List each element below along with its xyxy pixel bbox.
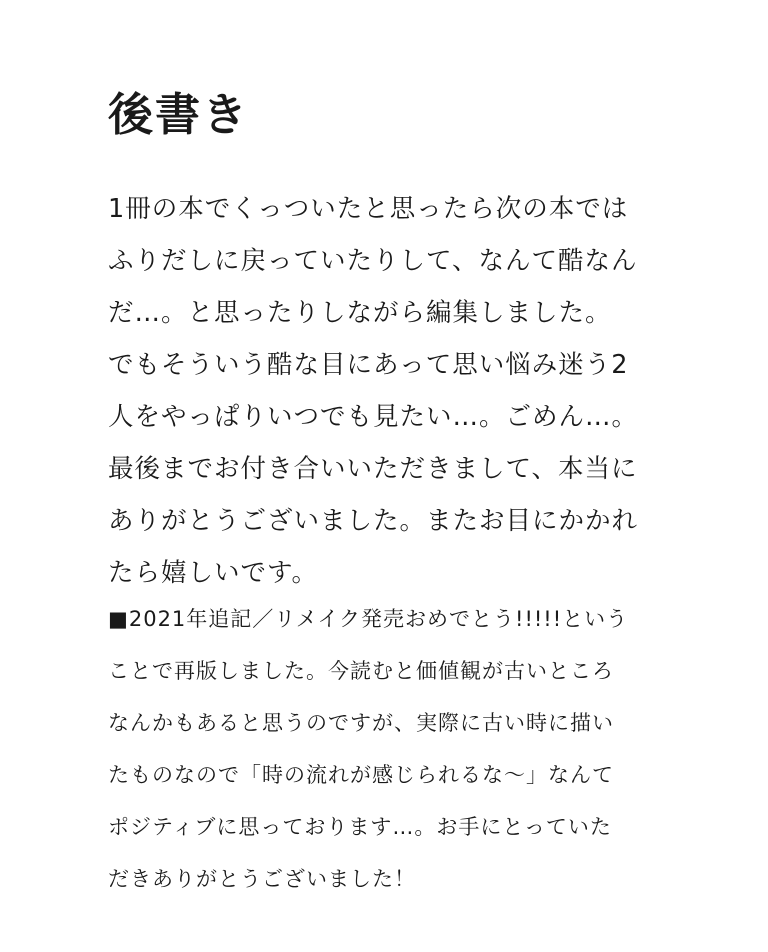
paragraph-original [108, 188, 688, 598]
text-line: 最後までお付き合いいただきまして、本当に [108, 454, 638, 484]
text-line: ことで再版しました。今読むと価値観が古いところ [108, 659, 614, 683]
page-title: 後書き [108, 88, 250, 141]
text-line: ふりだしに戻っていたりして、なんて酷なん [108, 246, 638, 276]
text-line: だ…。と思ったりしながら編集しました。 [108, 298, 612, 328]
text-line: でもそういう酷な目にあって思い悩み迷う2 [108, 350, 629, 380]
text-line: ありがとうございました。またお目にかかれ [108, 506, 639, 536]
text-line: ■2021年追記／リメイク発売おめでとう!!!!!という [108, 607, 629, 631]
text-line: なんかもあると思うのですが、実際に古い時に描い [108, 711, 614, 735]
text-line: たら嬉しいです。 [108, 558, 318, 588]
text-line: だきありがとうございました！ [108, 867, 416, 891]
afterword-body [108, 188, 688, 910]
text-line: 人をやっぱりいつでも見たい…。ごめん…。 [108, 402, 639, 432]
text-line: 1冊の本でくっついたと思ったら次の本では [108, 194, 629, 224]
text-line: ポジティブに思っております…。お手にとっていた [108, 815, 612, 839]
text-line: たものなので「時の流れが感じられるな〜」なんて [108, 763, 614, 787]
paragraph-2021-postscript [108, 598, 688, 910]
